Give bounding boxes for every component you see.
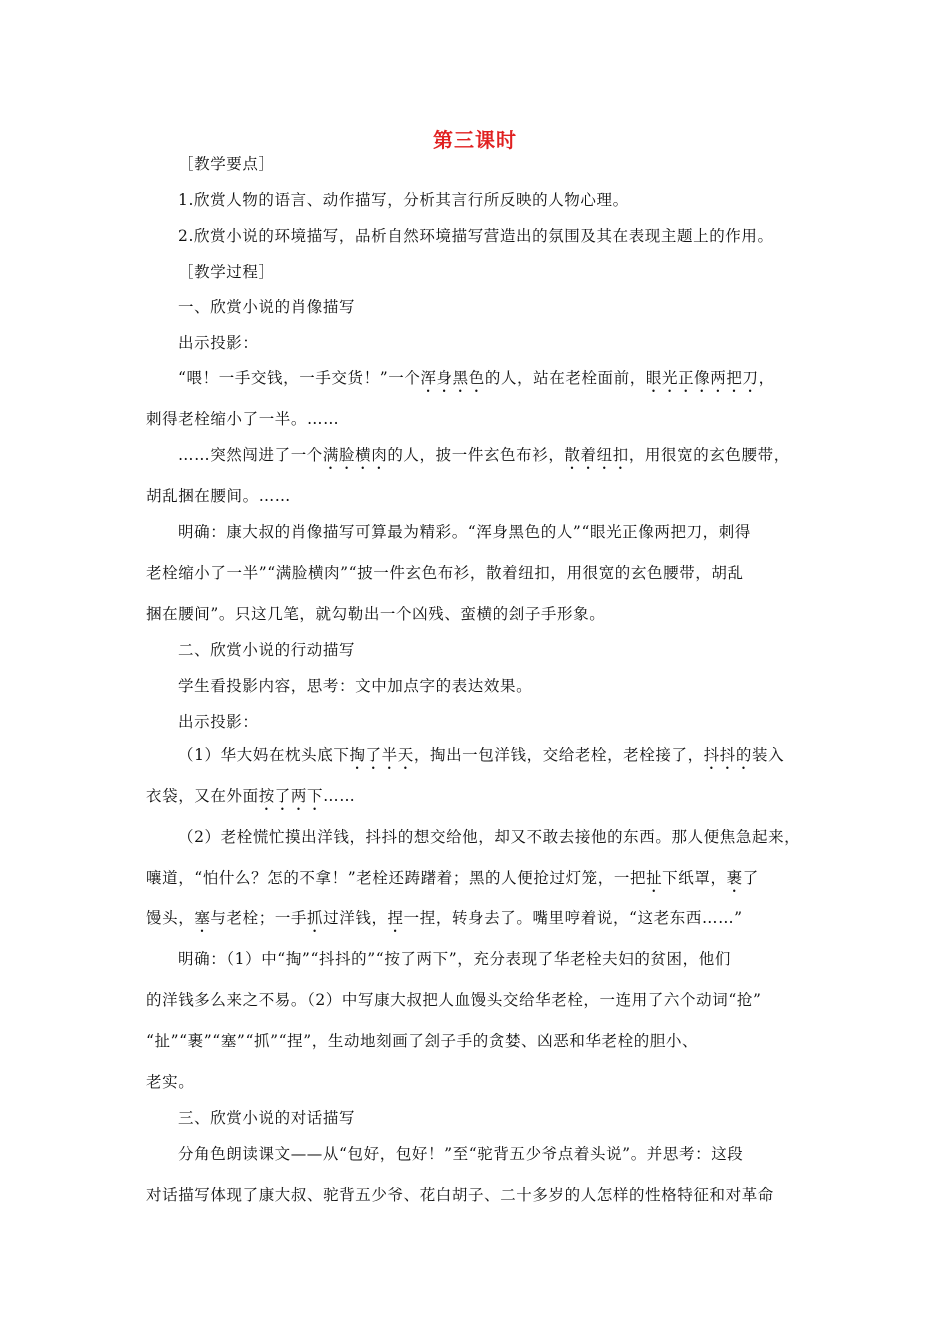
projection-2-line-3: 馒头，塞与老栓；一手抓过洋钱，捏一捏，转身去了。嘴里哼着说，“这老东西……” — [146, 909, 743, 927]
section-1-clarify-line-3: 捆在腰间”。只这几笔，就勾勒出一个凶残、蛮横的刽子手形象。 — [146, 605, 606, 623]
teaching-point-2: 2.欣赏小说的环境描写，品析自然环境描写营造出的氛围及其在表现主题上的作用。 — [178, 227, 774, 245]
teaching-points-heading: ［教学要点］ — [178, 155, 275, 173]
section-1-clarify-line-2: 老栓缩小了一半”“满脸横肉”“披一件玄色布衫，散着纽扣，用很宽的玄色腰带，胡乱 — [146, 564, 744, 582]
section-2-heading: 二、欣赏小说的行动描写 — [178, 641, 356, 659]
projection-1-line-2: 衣袋，又在外面按了两下…… — [146, 787, 356, 805]
student-task: 学生看投影内容，思考：文中加点字的表达效果。 — [178, 677, 533, 695]
page-title: 第三课时 — [433, 128, 517, 152]
quote-1-line-2: 刺得老栓缩小了一半。…… — [146, 410, 340, 428]
show-projection-label: 出示投影： — [178, 334, 259, 352]
show-projection-label-2: 出示投影： — [178, 713, 259, 731]
quote-1-line-1: “喂！一手交钱，一手交货！”一个浑身黑色的人，站在老栓面前，眼光正像两把刀， — [178, 369, 775, 387]
section-2-clarify-line-1: 明确：（1）中“掏”“抖抖的”“按了两下”，充分表现了华老栓夫妇的贫困，他们 — [178, 950, 731, 968]
section-3-line-2: 对话描写体现了康大叔、驼背五少爷、花白胡子、二十多岁的人怎样的性格特征和对革命 — [146, 1186, 774, 1204]
section-2-clarify-line-4: 老实。 — [146, 1073, 195, 1091]
section-2-clarify-line-2: 的洋钱多么来之不易。（2）中写康大叔把人血馒头交给华老栓，一连用了六个动词“抢” — [146, 991, 762, 1009]
projection-2-line-1: （2）老栓慌忙摸出洋钱，抖抖的想交给他，却又不敢去接他的东西。那人便焦急起来， — [178, 828, 801, 846]
section-1-heading: 一、欣赏小说的肖像描写 — [178, 298, 356, 316]
section-3-heading: 三、欣赏小说的对话描写 — [178, 1109, 356, 1127]
projection-1-line-1: （1）华大妈在枕头底下掏了半天，掏出一包洋钱，交给老栓，老栓接了，抖抖的装入 — [178, 746, 785, 764]
section-1-clarify-line-1: 明确：康大叔的肖像描写可算最为精彩。“浑身黑色的人”“眼光正像两把刀，刺得 — [178, 523, 751, 541]
teaching-process-heading: ［教学过程］ — [178, 263, 275, 281]
quote-2-line-2: 胡乱捆在腰间。…… — [146, 487, 291, 505]
section-2-clarify-line-3: “扯”“裹”“塞”“抓”“捏”，生动地刻画了刽子手的贪婪、凶恶和华老栓的胆小、 — [146, 1032, 699, 1050]
quote-2-line-1: ……突然闯进了一个满脸横肉的人，披一件玄色布衫，散着纽扣，用很宽的玄色腰带， — [178, 446, 790, 464]
projection-2-line-2: 嚷道，“怕什么？怎的不拿！”老栓还踌躇着；黑的人便抢过灯笼，一把扯下纸罩，裹了 — [146, 869, 759, 887]
teaching-point-1: 1.欣赏人物的语言、动作描写，分析其言行所反映的人物心理。 — [178, 191, 629, 209]
section-3-line-1: 分角色朗读课文——从“包好，包好！”至“驼背五少爷点着头说”。并思考：这段 — [178, 1145, 744, 1163]
